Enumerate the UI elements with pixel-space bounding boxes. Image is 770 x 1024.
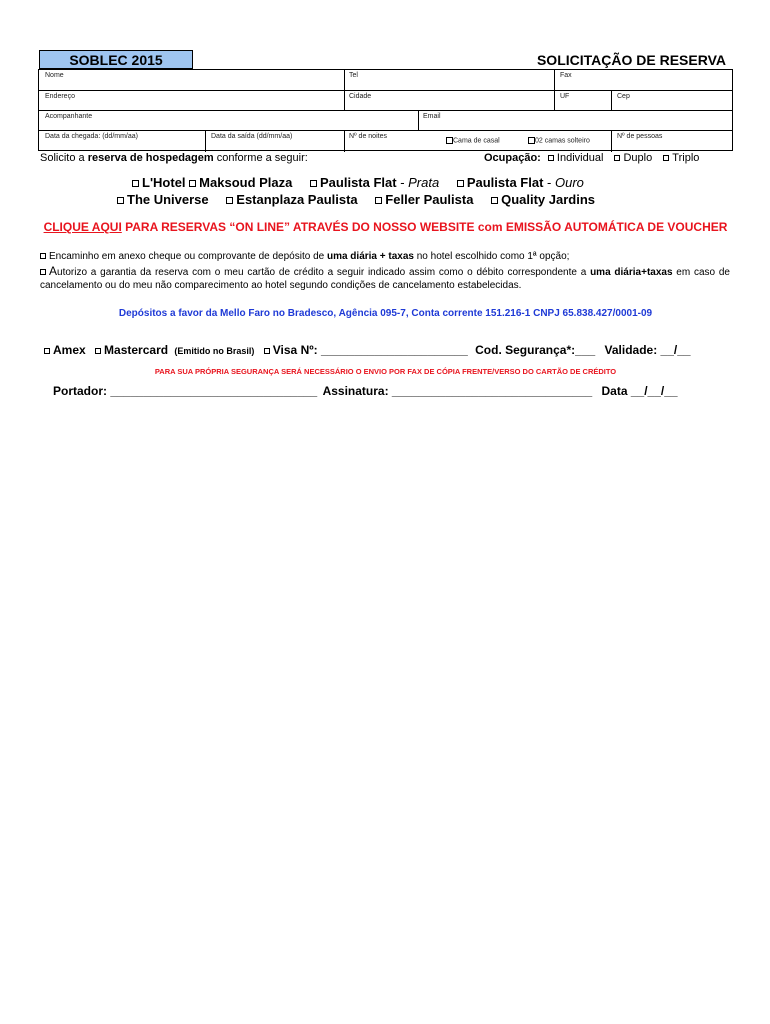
duplo-checkbox[interactable]	[614, 155, 620, 161]
cep-field[interactable]: Cep	[617, 93, 630, 100]
duplo-label: Duplo	[623, 152, 653, 164]
card-row	[44, 343, 691, 357]
pessoas-field[interactable]: Nº de pessoas	[617, 133, 663, 140]
portador-field[interactable]: Portador: _______________________________	[53, 384, 318, 398]
email-field[interactable]: Email	[423, 113, 441, 120]
individual-label: Individual	[556, 152, 604, 164]
camas-solteiro-option[interactable]	[528, 137, 590, 144]
card-authorize-checkbox[interactable]	[40, 269, 46, 275]
request-suffix: conforme a seguir:	[213, 152, 308, 164]
hotel-estanplaza[interactable]	[226, 192, 357, 207]
visa-number-field[interactable]: Visa Nº: ______________________	[272, 343, 468, 357]
data-saida-field[interactable]: Data da saída (dd/mm/aa)	[211, 133, 293, 140]
amex-label: Amex	[53, 343, 86, 357]
event-badge: SOBLEC 2015	[39, 50, 193, 69]
hotel-paulista-flat-ouro[interactable]	[457, 175, 584, 190]
visa-checkbox[interactable]	[264, 348, 270, 354]
camas-solteiro-label: 02 camas solteiro	[535, 137, 590, 145]
hotels-row-1	[132, 175, 584, 190]
option1-bold: uma diária + taxas	[326, 251, 414, 262]
request-bold: reserva de hospedagem	[87, 152, 214, 164]
individual-checkbox[interactable]	[548, 155, 554, 161]
option2-pre: utorizo a garantia da reserva com o meu cartão de crédito a seguir indicado assim como o débito correspondente a	[57, 267, 591, 278]
cama-casal-checkbox[interactable]	[446, 137, 453, 144]
maksoud-checkbox[interactable]	[189, 180, 196, 187]
uf-field[interactable]: UF	[560, 93, 570, 100]
pf-prata-checkbox[interactable]	[310, 180, 317, 187]
camas-solteiro-checkbox[interactable]	[528, 137, 535, 144]
lhotel-label: L'Hotel	[142, 175, 186, 190]
occupancy-duplo[interactable]	[606, 152, 652, 164]
hotel-paulista-flat-prata[interactable]	[310, 175, 439, 190]
assinatura-field[interactable]: Assinatura: ______________________________	[322, 384, 593, 398]
amex-option[interactable]	[44, 343, 86, 357]
security-warning: PARA SUA PRÓPRIA SEGURANÇA SERÁ NECESSÁRIO O ENVIO POR FAX DE CÓPIA FRENTE/VERSO DO CARTÃO DE CRÉDITO	[154, 367, 617, 376]
pf-ouro-checkbox[interactable]	[457, 180, 464, 187]
hotel-maksoud[interactable]	[189, 175, 292, 190]
pf-prata-sep: -	[396, 175, 409, 190]
mastercard-option[interactable]	[95, 343, 168, 357]
occupancy-individual[interactable]	[544, 152, 603, 164]
signature-row	[53, 384, 678, 398]
payment-option-deposit	[40, 250, 730, 263]
option2-post: em caso de cancelamento ou do meu não comparecimento ao hotel segundo condições de cancelamento estabelecidas.	[40, 267, 730, 291]
online-booking-banner	[38, 220, 733, 234]
quality-label: Quality Jardins	[501, 192, 595, 207]
request-line	[40, 152, 308, 164]
data-field[interactable]: Data __/__/__	[601, 384, 678, 398]
option2-first: A	[49, 264, 58, 278]
nome-field[interactable]: Nome	[45, 72, 64, 79]
occupancy-row	[484, 152, 699, 164]
option1-post: no hotel escolhido como 1ª opção;	[413, 251, 570, 262]
validity-field[interactable]: Validade: __/__	[604, 343, 691, 357]
deposit-checkbox[interactable]	[40, 253, 46, 259]
universe-checkbox[interactable]	[117, 197, 124, 204]
reservation-form-grid	[38, 69, 733, 151]
fax-field[interactable]: Fax	[560, 72, 572, 79]
tel-field[interactable]: Tel	[349, 72, 358, 79]
pf-ouro-sep: -	[543, 175, 555, 190]
online-booking-link[interactable]: CLIQUE AQUI	[43, 220, 122, 234]
data-chegada-field[interactable]: Data da chegada: (dd/mm/aa)	[45, 133, 138, 140]
triplo-label: Triplo	[672, 152, 700, 164]
occupancy-label: Ocupação:	[484, 152, 541, 164]
option2-bold: uma diária+taxas	[590, 267, 673, 278]
pf-prata-type: Prata	[408, 175, 440, 190]
security-code-field[interactable]: Cod. Segurança*:___	[475, 343, 596, 357]
acompanhante-field[interactable]: Acompanhante	[45, 113, 93, 120]
amex-checkbox[interactable]	[44, 348, 50, 354]
universe-label: The Universe	[127, 192, 209, 207]
estanplaza-label: Estanplaza Paulista	[236, 192, 358, 207]
estanplaza-checkbox[interactable]	[226, 197, 233, 204]
triplo-checkbox[interactable]	[663, 155, 669, 161]
visa-option[interactable]	[264, 343, 468, 357]
noites-field[interactable]: Nº de noites	[349, 133, 387, 140]
feller-checkbox[interactable]	[375, 197, 382, 204]
hotel-quality[interactable]	[491, 192, 595, 207]
lhotel-checkbox[interactable]	[132, 180, 139, 187]
mastercard-checkbox[interactable]	[95, 348, 101, 354]
hotel-lhotel[interactable]	[132, 175, 186, 190]
hotels-row-2	[117, 192, 595, 207]
cidade-field[interactable]: Cidade	[349, 93, 372, 100]
request-prefix: Solicito a	[40, 152, 88, 164]
pf-ouro-name: Paulista Flat	[466, 175, 544, 190]
cama-casal-option[interactable]	[446, 137, 500, 144]
page-title: SOLICITAÇÃO DE RESERVA	[536, 52, 726, 68]
payment-option-card	[40, 265, 730, 292]
endereco-field[interactable]: Endereço	[45, 93, 75, 100]
mastercard-note: (Emitido no Brasil)	[174, 346, 255, 356]
cama-casal-label: Cama de casal	[453, 137, 500, 145]
feller-label: Feller Paulista	[385, 192, 474, 207]
option1-pre: Encaminho em anexo cheque ou comprovante de depósito de	[49, 251, 327, 262]
pf-ouro-type: Ouro	[554, 175, 584, 190]
hotel-universe[interactable]	[117, 192, 209, 207]
online-booking-text: PARA RESERVAS “ON LINE” ATRAVÉS DO NOSSO WEBSITE com EMISSÃO AUTOMÁTICA DE VOUCHER	[121, 220, 728, 234]
quality-checkbox[interactable]	[491, 197, 498, 204]
occupancy-triplo[interactable]	[655, 152, 699, 164]
pf-prata-name: Paulista Flat	[320, 175, 397, 190]
maksoud-label: Maksoud Plaza	[199, 175, 293, 190]
mastercard-label: Mastercard	[104, 343, 169, 357]
hotel-feller[interactable]	[375, 192, 473, 207]
deposit-info: Depósitos a favor da Mello Faro no Bradesco, Agência 095-7, Conta corrente 151.216-1 CNPJ 65.838.427/0001-09	[118, 308, 653, 319]
